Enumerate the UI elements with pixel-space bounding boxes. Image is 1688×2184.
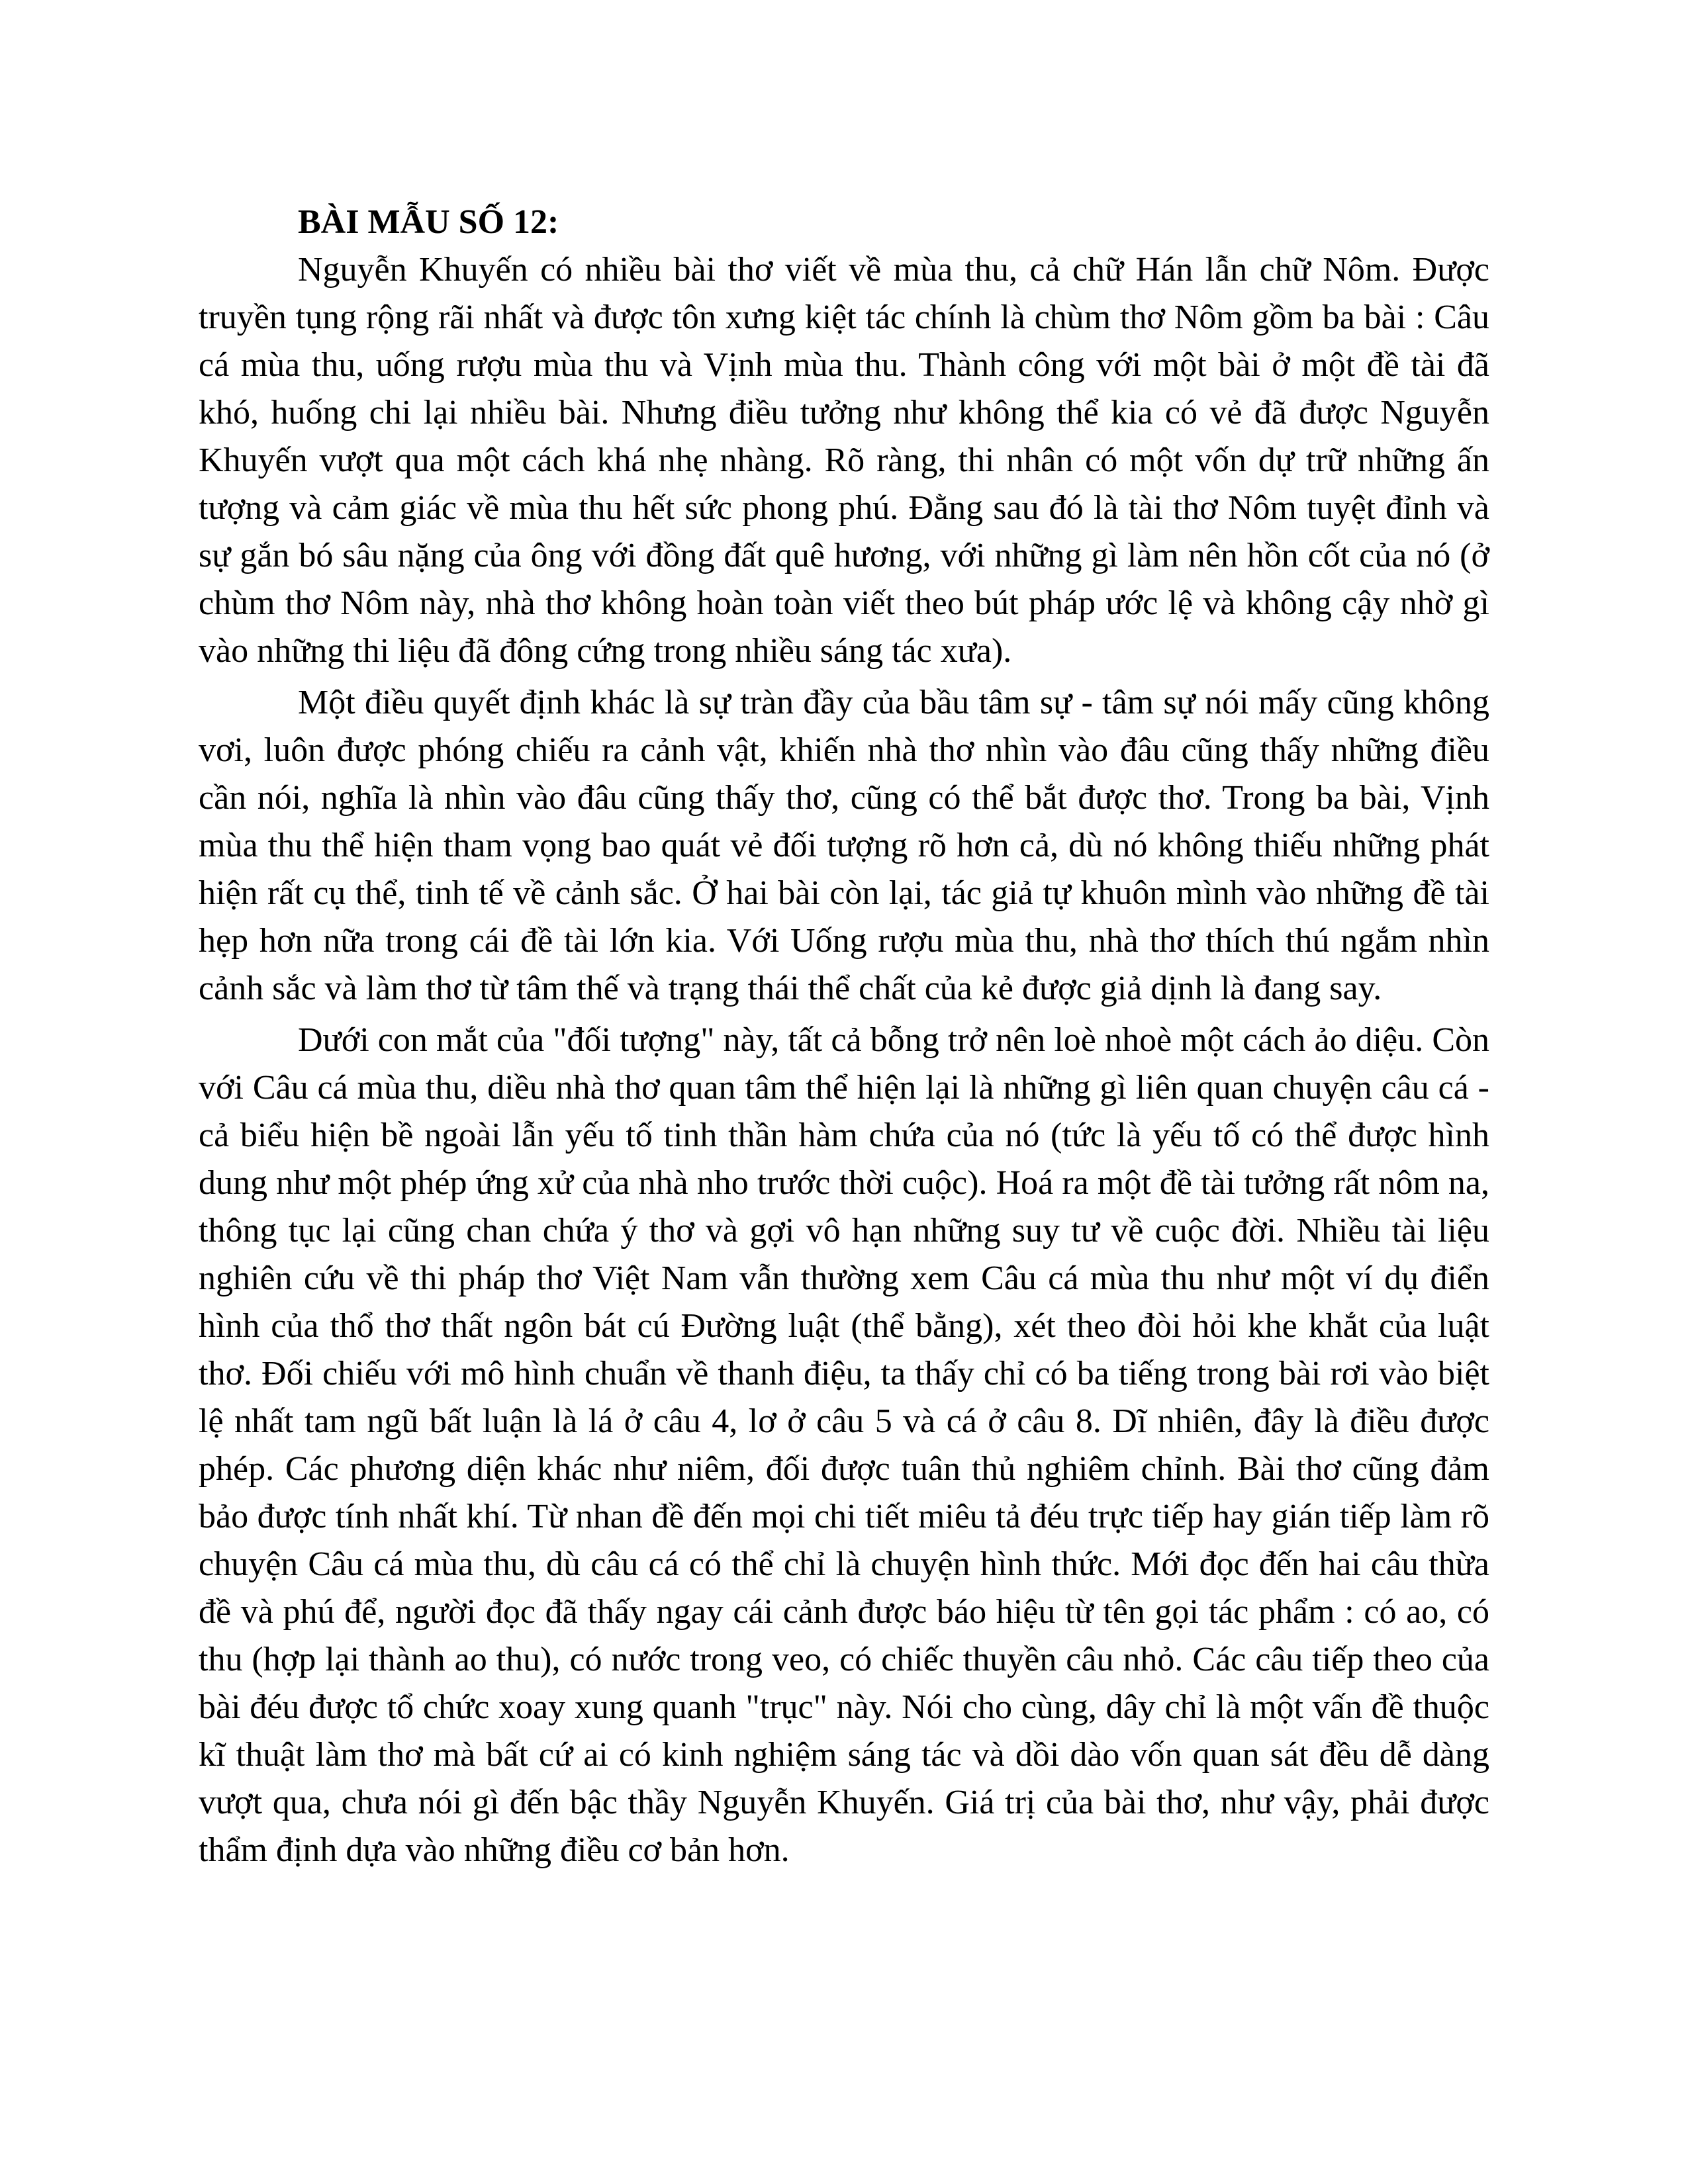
document-heading: BÀI MẪU SỐ 12: — [298, 203, 559, 241]
paragraph-2: Một điều quyết định khác là sự tràn đầy của bầu tâm sự - tâm sự nói mấy cũng không vơi, luôn được phóng chiếu ra cảnh vật, khiến nhà thơ nhìn vào đâu cũng thấy những điều cần nói, nghĩa là nhìn vào đâu cũng thấy thơ, cũng có thể bắt được thơ. Trong ba bài, Vịnh mùa thu thể hiện tham vọng bao quát vẻ đối tượng rõ hơn cả, dù nó không thiếu những phát hiện rất cụ thể, tinh tế về cảnh sắc. Ở hai bài còn lại, tác giả tự khuôn mình vào những đề tài hẹp hơn nữa trong cái đề tài lớn kia. Với Uống rượu mùa thu, nhà thơ thích thú ngắm nhìn cảnh sắc và làm thơ từ tâm thế và trạng thái thể chất của kẻ được giả dịnh là đang say. — [199, 684, 1489, 1007]
paragraph-1: Nguyễn Khuyến có nhiều bài thơ viết về mùa thu, cả chữ Hán lẫn chữ Nôm. Được truyền tụng rộng rãi nhất và được tôn xưng kiệt tác chính là chùm thơ Nôm gồm ba bài : Câu cá mùa thu, uống rượu mùa thu và Vịnh mùa thu. Thành công với một bài ở một đề tài đã khó, huống chi lại nhiều bài. Nhưng điều tưởng như không thể kia có vẻ đã được Nguyễn Khuyến vượt qua một cách khá nhẹ nhàng. Rõ ràng, thi nhân có một vốn dự trữ những ấn tượng và cảm giác về mùa thu hết sức phong phú. Đằng sau đó là tài thơ Nôm tuyệt đỉnh và sự gắn bó sâu nặng của ông với đồng đất quê hương, với những gì làm nên hồn cốt của nó (ở chùm thơ Nôm này, nhà thơ không hoàn toàn viết theo bút pháp ước lệ và không cậy nhờ gì vào những thi liệu đã đông cứng trong nhiều sáng tác xưa). — [199, 251, 1489, 670]
paragraph-3: Dưới con mắt của "đối tượng" này, tất cả bỗng trở nên loè nhoè một cách ảo diệu. Còn với Câu cá mùa thu, diều nhà thơ quan tâm thể hiện lại là những gì liên quan chuyện câu cá - cả biểu hiện bề ngoài lẫn yếu tố tinh thần hàm chứa của nó (tức là yếu tố có thể được hình dung như một phép ứng xử của nhà nho trước thời cuộc). Hoá ra một đề tài tưởng rất nôm na, thông tục lại cũng chan chứa ý thơ và gợi vô hạn những suy tư về cuộc đời. Nhiều tài liệu nghiên cứu về thi pháp thơ Việt Nam vẫn thường xem Câu cá mùa thu như một ví dụ điển hình của thổ thơ thất ngôn bát cú Đường luật (thể bằng), xét theo đòi hỏi khe khắt của luật thơ. Đối chiếu với mô hình chuẩn về thanh điệu, ta thấy chỉ có ba tiếng trong bài rơi vào biệt lệ nhất tam ngũ bất luận là lá ở câu 4, lơ ở câu 5 và cá ở câu 8. Dĩ nhiên, đây là điều được phép. Các phương diện khác như niêm, đối được tuân thủ nghiêm chỉnh. Bài thơ cũng đảm bảo được tính nhất khí. Từ nhan đề đến mọi chi tiết miêu tả đéu trực tiếp hay gián tiếp làm rõ chuyện Câu cá mùa thu, dù câu cá có thể chỉ là chuyện hình thức. Mới đọc đến hai câu thừa đề và phú để, người đọc đã thấy ngay cái cảnh được báo hiệu từ tên gọi tác phẩm : có ao, có thu (hợp lại thành ao thu), có nước trong veo, có chiếc thuyền câu nhỏ. Các câu tiếp theo của bài đéu được tổ chức xoay xung quanh "trục" này. Nói cho cùng, dây chỉ là một vấn đề thuộc kĩ thuật làm thơ mà bất cứ ai có kinh nghiệm sáng tác và dồi dào vốn quan sát đều dễ dàng vượt qua, chưa nói gì đến bậc thầy Nguyễn Khuyến. Giá trị của bài thơ, như vậy, phải được thẩm định dựa vào những điều cơ bản hơn. — [199, 1021, 1489, 1869]
document-body — [199, 199, 1489, 1878]
